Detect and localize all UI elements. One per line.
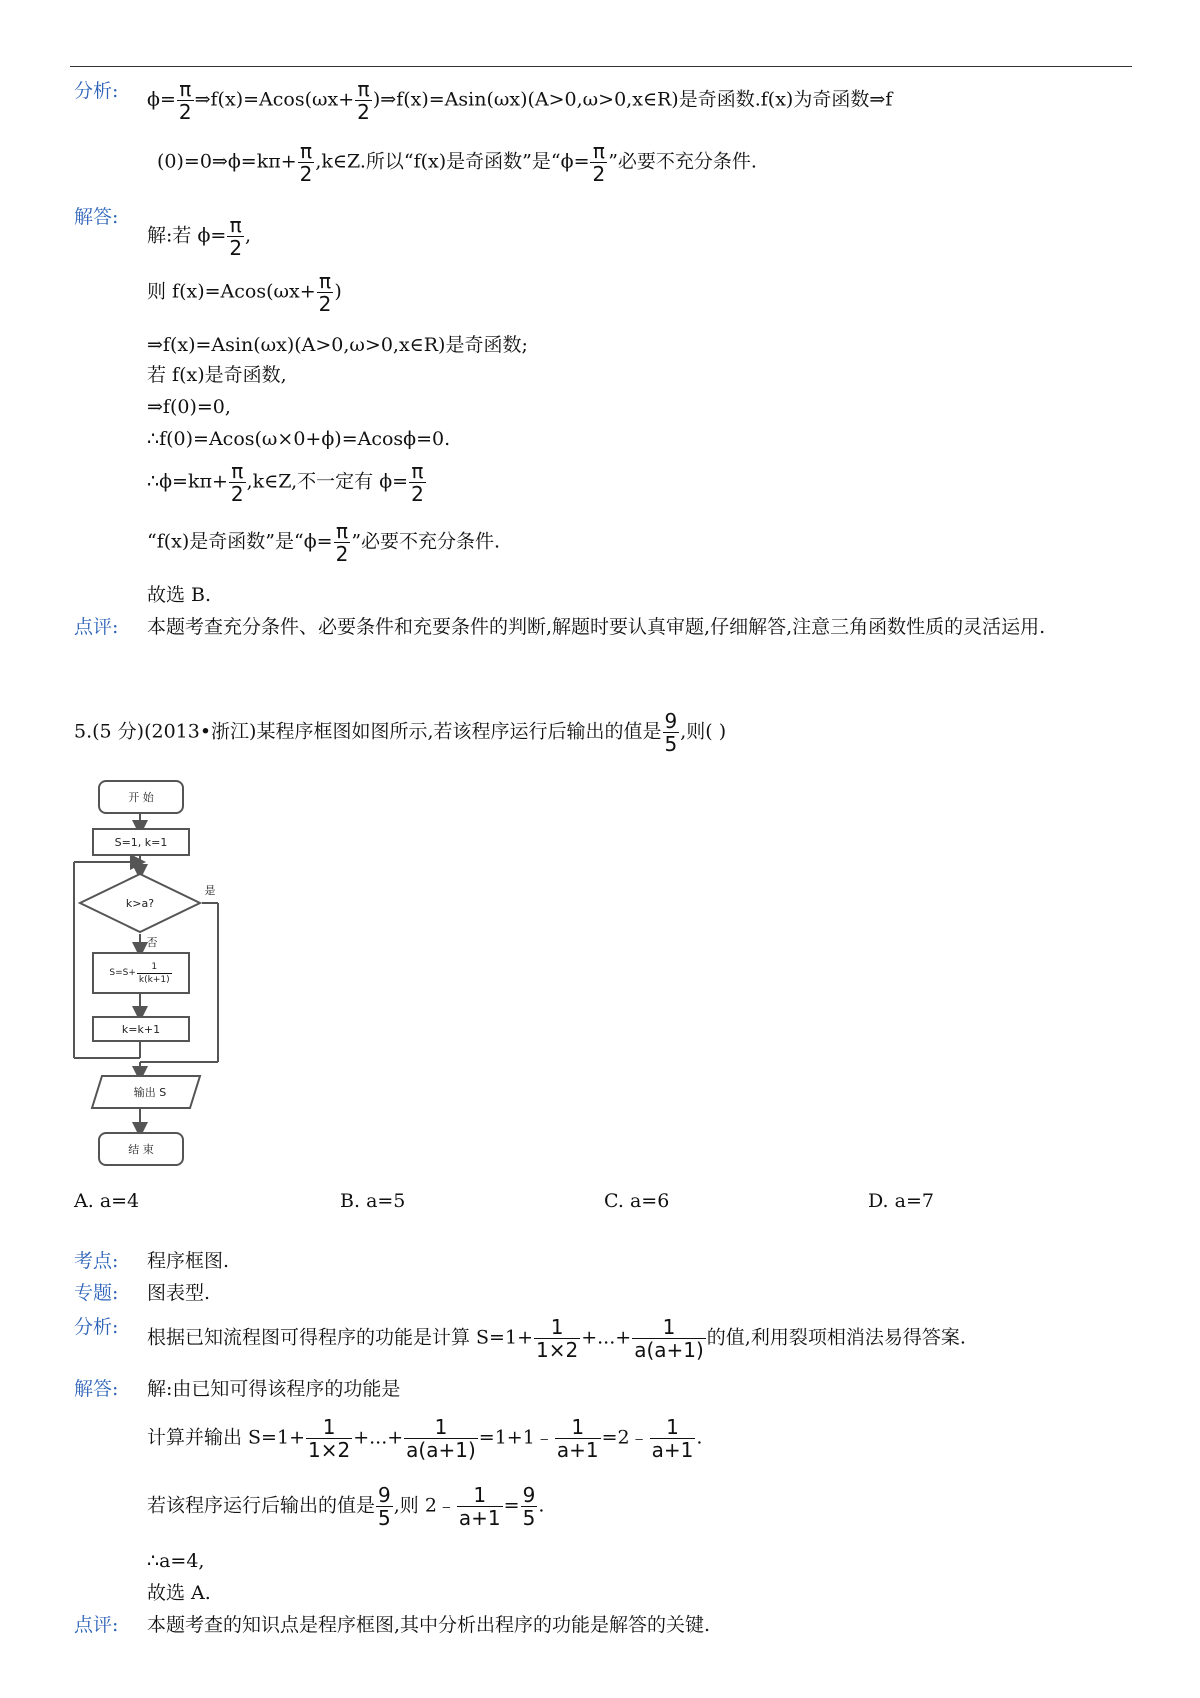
flowchart-output: 输出 S [133,1086,167,1099]
topic-label: 专题: [74,1282,119,1304]
fraction-denominator: 2 [411,482,424,506]
text: . [696,1426,703,1449]
fraction [229,460,246,505]
fraction-denominator: 2 [229,236,243,260]
analysis-label: 分析: [74,1316,119,1338]
fraction [334,520,351,565]
fraction [404,1416,478,1461]
fraction [555,1416,601,1461]
fraction-denominator: 2 [592,162,606,186]
q4-solution-line-5: ⇒f(0)=0, [147,396,231,418]
option-value: a=7 [894,1190,934,1212]
fraction-denominator: 1×2 [536,1338,579,1362]
q4-solution-line-7 [147,460,427,505]
text: 解:若 ϕ= [147,224,227,247]
q4-comment: 本题考查充分条件、必要条件和充要条件的判断,解题时要认真审题,仔细解答,注意三角函数性质的灵活运用. [147,616,1046,638]
fraction-numerator: 1 [473,1483,487,1507]
text: “f(x)是奇函数”是“ϕ= [147,530,333,553]
fraction [306,1416,352,1461]
text: ) [334,280,342,303]
option-b[interactable] [340,1188,405,1214]
fraction [298,140,315,185]
option-value: a=5 [366,1190,406,1212]
q5-solution-line-5: 故选 A. [147,1582,211,1604]
fraction-numerator: π [411,459,424,483]
q4-analysis-line-1 [147,78,892,123]
fraction-numerator: π [231,459,244,483]
comment-label: 点评: [74,1614,119,1636]
fraction-denominator: 2 [178,100,192,124]
text: 的值,利用裂项相消法易得答案. [706,1326,966,1349]
q4-solution-line-8 [147,520,500,565]
option-label: B. [340,1190,361,1212]
fraction-numerator: π [299,139,313,163]
q4-solution-line-6: ∴f(0)=Acos(ω×0+ϕ)=Acosϕ=0. [147,428,451,450]
q4-solution-line-4: 若 f(x)是奇函数, [147,364,287,386]
option-value: a=4 [99,1190,140,1212]
text: ,则 2﹣ [393,1494,456,1517]
option-label: D. [868,1190,889,1212]
q5-solution-line-2 [147,1416,702,1461]
fraction [457,1484,503,1529]
fraction-numerator: π [179,77,192,101]
fraction-denominator: k(k+1) [138,974,170,985]
option-value: a=6 [629,1190,670,1212]
q4-solution-line-2 [147,270,342,315]
fraction [137,961,172,986]
fraction [590,140,607,185]
fraction-numerator: 1 [571,1415,585,1439]
solution-label: 解答: [74,1378,119,1400]
text: 若该程序运行后输出的值是 [147,1494,376,1517]
text: ”必要不充分条件. [608,150,757,173]
fraction-numerator: π [335,519,348,543]
text: =1+1﹣ [478,1426,554,1449]
option-d[interactable] [868,1188,934,1214]
fraction-numerator: 9 [664,709,678,733]
fraction [317,270,334,315]
fraction [650,1416,696,1461]
text: = [503,1494,520,1517]
fraction [227,214,244,259]
key-point: 程序框图. [147,1250,230,1272]
fraction-numerator: 1 [666,1415,679,1439]
analysis-label: 分析: [74,80,119,102]
flowchart-init: S=1, k=1 [92,828,190,856]
fraction-denominator: a(a+1) [634,1338,704,1362]
q4-solution-line-1 [147,214,251,259]
fraction-numerator: 1 [662,1315,676,1339]
fraction-denominator: a+1 [556,1438,599,1462]
text: S=S+ [109,968,136,978]
fraction-denominator: 2 [335,542,349,566]
fraction-denominator: a+1 [458,1506,501,1530]
q4-solution-line-9: 故选 B. [147,584,212,606]
flowchart-yes-label: 是 [204,884,216,897]
text: =2﹣ [601,1426,649,1449]
flowchart-update-k: k=k+1 [92,1016,190,1042]
fraction-denominator: a+1 [651,1438,694,1462]
fraction-denominator: 2 [230,482,244,506]
flowchart [72,778,224,1168]
fraction [355,78,372,123]
solution-label: 解答: [74,206,119,228]
text: ,k∈Z.所以“f(x)是奇函数”是“ϕ= [315,150,590,173]
text: )⇒f(x)=Asin(ωx)(A>0,ω>0,x∈R)是奇函数.f(x)为奇函数⇒f [372,88,893,111]
text: ,k∈Z,不一定有 ϕ= [246,470,409,493]
text: , [245,224,252,247]
fraction-numerator: 9 [378,1483,391,1507]
text: ,则( ) [680,720,727,743]
option-a[interactable] [74,1188,139,1214]
q5-comment: 本题考查的知识点是程序框图,其中分析出程序的功能是解答的关键. [147,1614,711,1636]
fraction-numerator: 1 [434,1415,448,1439]
option-c[interactable] [604,1188,669,1214]
flowchart-condition: k>a? [125,896,155,910]
fraction-numerator: 9 [522,1483,536,1507]
q5-solution-line-3 [147,1484,544,1529]
fraction [663,710,680,755]
top-rule [70,66,1132,67]
q4-solution-line-3: ⇒f(x)=Asin(ωx)(A>0,ω>0,x∈R)是奇函数; [147,334,528,356]
q5-analysis [147,1316,966,1361]
fraction [376,1484,393,1529]
fraction-numerator: 1 [550,1315,564,1339]
text: (0)=0⇒ϕ=kπ+ [157,150,297,173]
text: . [538,1494,545,1517]
flowchart-no-label: 否 [146,936,158,949]
fraction-numerator: 1 [151,961,158,972]
fraction-denominator: 1×2 [307,1438,351,1462]
q5-solution-line-1: 解:由已知可得该程序的功能是 [147,1378,401,1400]
text: 5.(5 分)(2013•浙江)某程序框图如图所示,若该程序运行后输出的值是 [74,720,662,743]
fraction-denominator: 5 [664,732,678,756]
fraction-denominator: 2 [318,292,332,316]
comment-label: 点评: [74,616,119,638]
fraction-denominator: 2 [299,162,313,186]
text: 则 f(x)=Acos(ωx+ [147,280,316,303]
option-label: C. [604,1190,624,1212]
q5-stem [74,710,726,755]
text: ⇒f(x)=Acos(ωx+ [194,88,355,111]
q5-solution-line-4: ∴a=4, [147,1550,205,1572]
text: 计算并输出 S=1+ [147,1426,305,1449]
fraction [409,460,426,505]
fraction-denominator: 5 [378,1506,391,1530]
fraction-numerator: π [592,139,605,163]
flowchart-update-s [92,952,190,994]
fraction-numerator: π [229,213,242,237]
fraction-denominator: a(a+1) [406,1438,476,1462]
fraction [177,78,194,123]
flowchart-start: 开 始 [98,780,184,814]
topic: 图表型. [147,1282,211,1304]
q4-analysis-line-2 [157,140,757,185]
key-point-label: 考点: [74,1250,119,1272]
fraction [521,1484,538,1529]
text: ϕ= [147,88,176,111]
fraction-denominator: 2 [357,100,370,124]
text: +...+ [581,1326,632,1349]
fraction-numerator: 1 [322,1415,336,1439]
text: ∴ϕ=kπ+ [147,470,228,493]
option-label: A. [74,1190,94,1212]
fraction-numerator: π [357,77,370,101]
fraction [534,1316,580,1361]
fraction [632,1316,706,1361]
fraction-numerator: π [318,269,332,293]
text: +...+ [353,1426,404,1449]
text: ”必要不充分条件. [351,530,501,553]
flowchart-end: 结 束 [98,1132,184,1166]
text: 根据已知流程图可得程序的功能是计算 S=1+ [147,1326,533,1349]
fraction-denominator: 5 [522,1506,536,1530]
